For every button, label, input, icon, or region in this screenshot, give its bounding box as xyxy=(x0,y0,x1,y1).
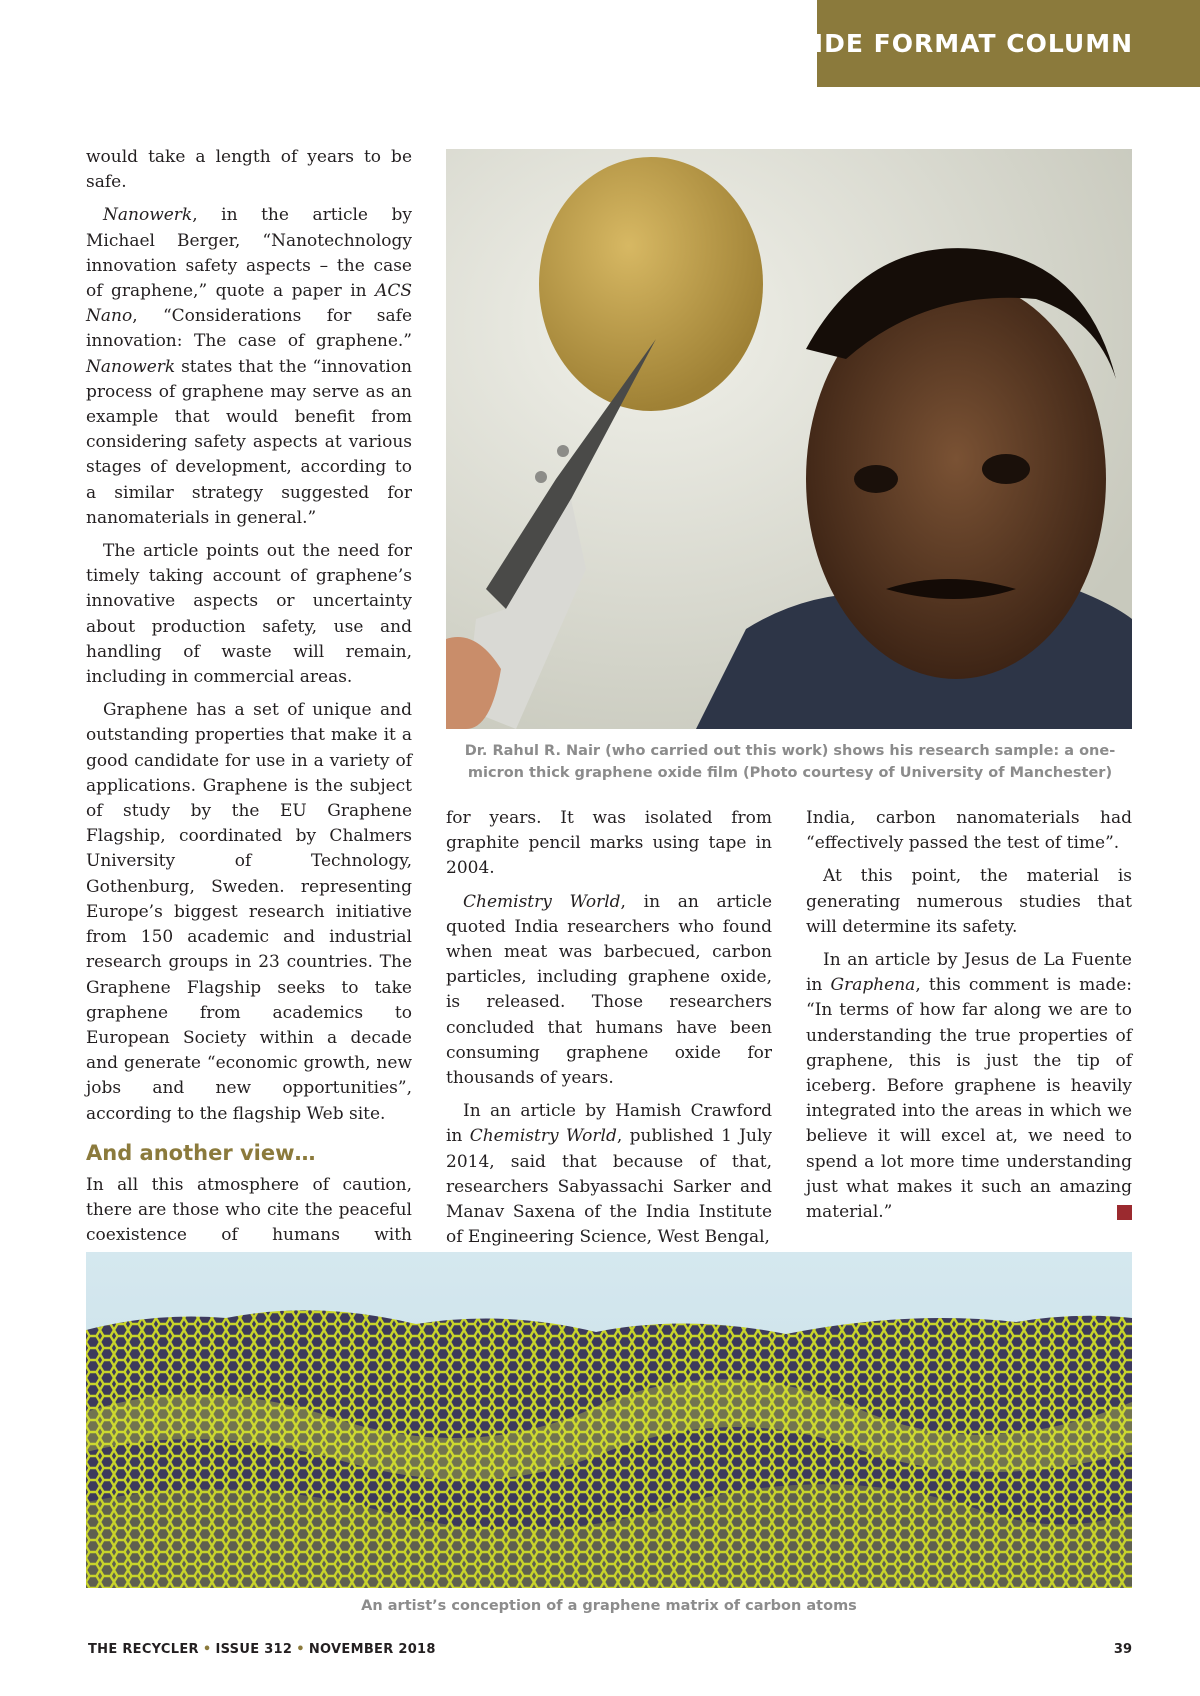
paragraph: would take a length of years to be safe. xyxy=(86,147,412,193)
graphene-matrix-illustration xyxy=(86,1252,1132,1588)
photo-caption: Dr. Rahul R. Nair (who carried out this work) shows his research sample: a one-micron thick graphene oxide film (Photo courtesy of University of Manchester) xyxy=(464,743,1116,781)
issue-number: ISSUE 312 xyxy=(215,1642,293,1657)
paragraph: In an article by Jesus de La Fuente in Graphena, this comment is made: “In terms of how far along we are to understanding the true properties of graphene, this is just the tip of iceberg. Before graphene is heavily integrated into the areas in which we believe it will excel at, we need to spend a lot more time understanding just what makes it such an amazing material.” R xyxy=(806,950,1143,1223)
footer-publication-info: THE RECYCLER • ISSUE 312 • NOVEMBER 2018 xyxy=(88,1642,436,1657)
paragraph: In all this atmosphere of caution, there are those who cite the peaceful coexistence of humans with xyxy=(86,1174,412,1246)
researcher-photo xyxy=(446,149,1132,729)
article-column-1 xyxy=(86,145,412,1282)
paragraph: Chemistry World, in an article quoted India researchers who found when meat was barbecued, carbon particles, including graphene oxide, is released. Those researchers concluded that humans have been consuming graphene oxide for thousands of years. xyxy=(446,891,773,1089)
paragraph: Graphene has a set of unique and outstanding properties that make it a good candidate for use in a variety of applications. Graphene is the subject of study by the EU Graphene Flagship, coordinated by Chalmers University of Technology, Gothenburg, Sweden. representing Europe’s biggest research initiative from 150 academic and industrial research groups in 23 countries. The Graphene Flagship seeks to take graphene from academics to European Society within a decade and generate “economic growth, new jobs and new opportunities”, according to the flagship Web site. xyxy=(86,700,412,1124)
paragraph: The article points out the need for timely taking account of graphene’s innovative aspects or uncertainty about production safety, use and handling of waste will remain, including in commercial areas. xyxy=(86,541,412,688)
paragraph: At this point, the material is generating numerous studies that will determine its safety. xyxy=(806,866,1132,937)
illustration-caption: An artist’s conception of a graphene matrix of carbon atoms xyxy=(361,1598,857,1614)
article-column-2 xyxy=(446,806,772,1258)
paragraph: for years. It was isolated from graphite pencil marks using tape in 2004. xyxy=(446,808,772,879)
end-of-article-icon: R xyxy=(1117,1205,1132,1220)
paragraph: Nanowerk, in the article by Michael Berger, “Nanotechnology innovation safety aspects – the case of graphene,” quote a paper in ACS Nano, “Considerations for safe innovation: The case of graphene.” Nanowerk states that the “innovation process of graphene may serve as an example that would benefit from considering safety aspects at various stages of development, according to a similar strategy suggested for nanomaterials in general.” xyxy=(86,205,412,528)
publication-name: THE RECYCLER xyxy=(88,1642,199,1657)
page-number: 39 xyxy=(1113,1642,1132,1657)
section-label: WIDE FORMAT COLUMN xyxy=(817,0,1200,87)
article-column-3 xyxy=(806,806,1143,1233)
paragraph: India, carbon nanomaterials had “effectively passed the test of time”. xyxy=(806,808,1132,854)
subheading: And another view… xyxy=(86,1140,316,1165)
issue-date: NOVEMBER 2018 xyxy=(308,1642,436,1657)
paragraph: In an article by Hamish Crawford in Chemistry World, published 1 July 2014, said that because of that, researchers Sabyassachi Sarker and Manav Saxena of the India Institute of Engineering Science, West Bengal, xyxy=(446,1101,772,1248)
